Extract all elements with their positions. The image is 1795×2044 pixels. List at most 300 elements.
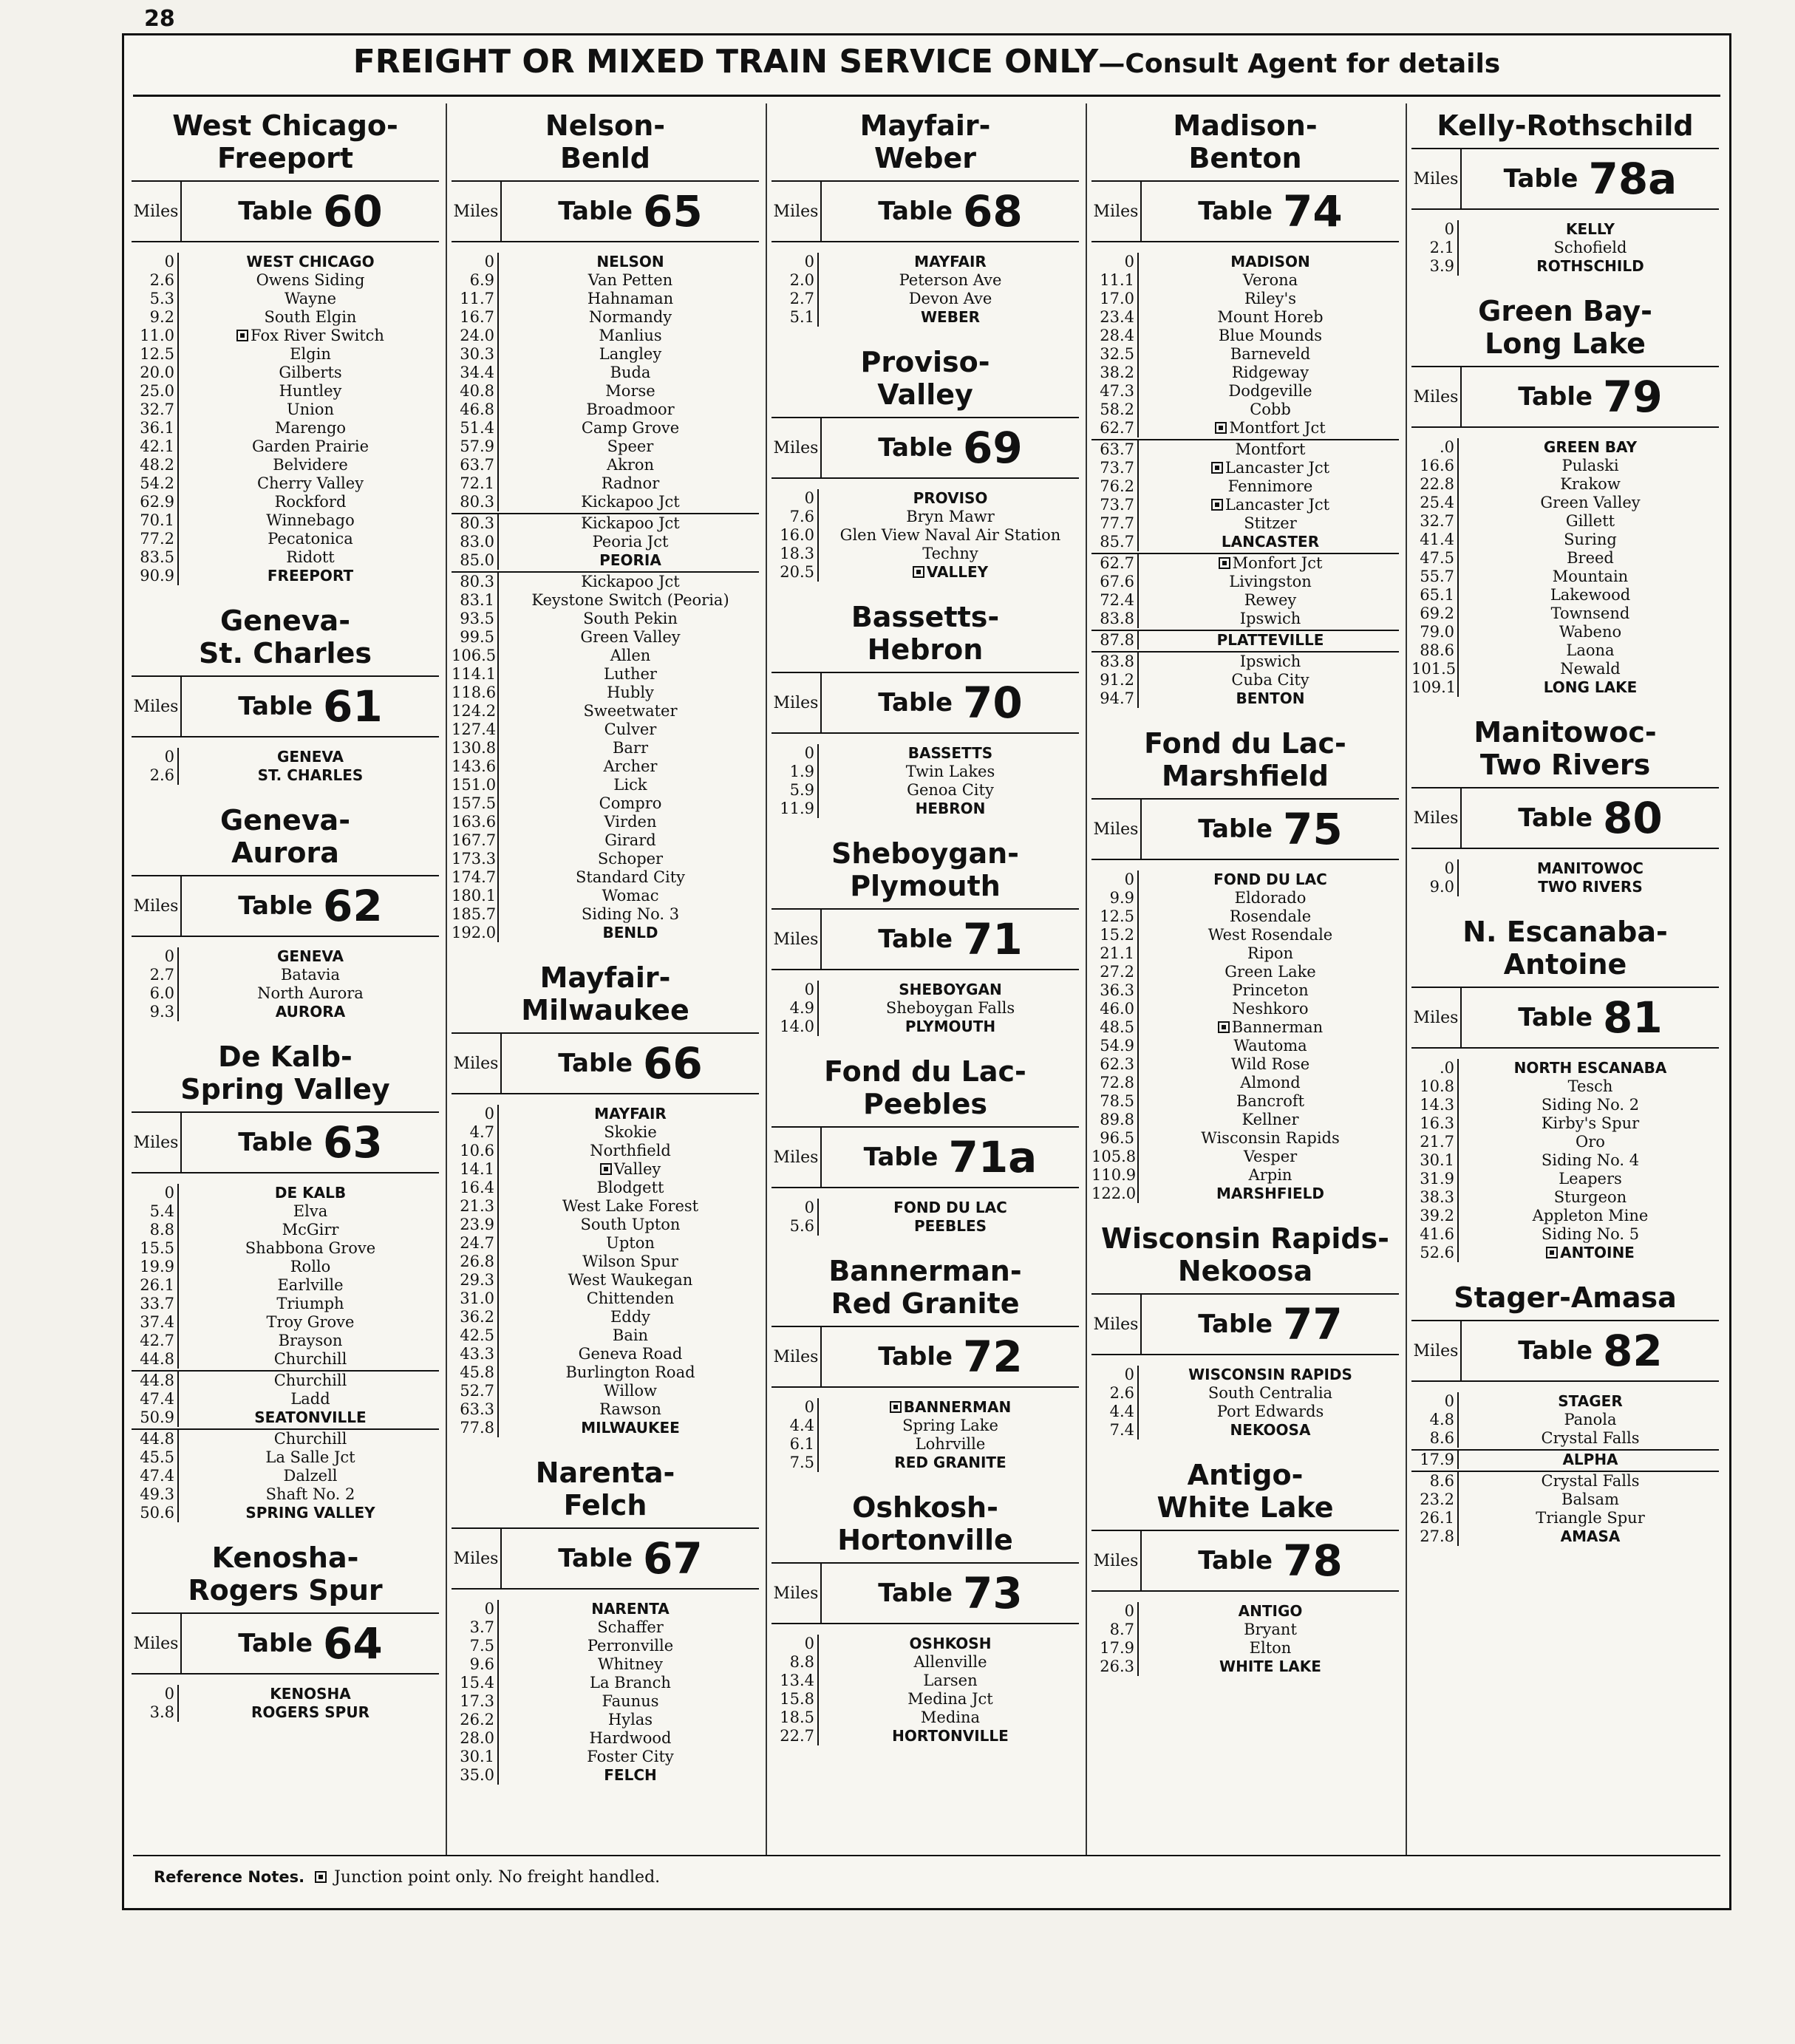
miles-value: 77.2 [132,530,179,548]
timetable-table [772,1485,1079,1745]
miles-value: 41.4 [1411,531,1459,549]
miles-value: 2.1 [1411,239,1459,257]
miles-value: 73.7 [1091,459,1139,477]
miles-value: 106.5 [452,647,499,665]
station-row [132,1276,439,1295]
station-name: Oro [1576,1133,1605,1151]
station-cell [1139,554,1399,573]
miles-value: 45.5 [132,1448,179,1467]
station-cell [1459,1411,1719,1429]
station-row [452,474,759,493]
station-name: West Waukegan [568,1271,693,1289]
station-name: Bryn Mawr [906,508,995,525]
station-name: Crystal Falls [1541,1472,1640,1490]
station-name: Ipswich [1239,653,1301,670]
station-row [1091,610,1399,628]
station-name: Brayson [278,1332,343,1349]
miles-value: 32.7 [132,401,179,419]
station-list [1411,1049,1719,1262]
miles-value: 0 [772,744,819,763]
station-name: Virden [604,813,657,831]
station-row [452,1363,759,1382]
miles-value: 62.7 [1091,419,1139,437]
miles-value: 16.3 [1411,1114,1459,1133]
station-name: Northfield [590,1142,671,1159]
station-cell [499,1123,759,1142]
station-cell [1459,1170,1719,1188]
miles-value: 94.7 [1091,689,1139,708]
station-name: Wabeno [1559,623,1622,641]
station-row [132,1408,439,1427]
miles-value: 85.0 [452,551,499,570]
station-cell [819,744,1079,763]
station-row [772,1435,1079,1454]
station-cell [499,905,759,924]
station-list [132,737,439,785]
station-name: Glen View Naval Air Station [839,526,1061,544]
station-name: Wayne [284,290,337,307]
miles-header: Miles [1091,1531,1142,1590]
miles-value: 8.8 [772,1653,819,1672]
station-name: Techny [922,545,978,562]
miles-header: Miles [452,1529,502,1588]
station-cell [499,253,759,271]
route-title-line: Madison- [1173,109,1318,142]
station-cell [499,850,759,868]
station-cell [1139,1092,1399,1111]
station-name: Rosendale [1229,907,1312,925]
station-row [1091,1148,1399,1166]
station-name: Bryant [1244,1621,1297,1638]
junction-icon [1211,462,1223,474]
station-cell [499,1160,759,1179]
table-word: Table [878,1578,953,1608]
table-number-header [182,677,439,736]
station-name: STAGER [1558,1392,1623,1410]
station-row [1091,944,1399,963]
station-cell [1139,1384,1399,1403]
station-name: NARENTA [591,1600,670,1618]
station-cell [1459,1244,1719,1262]
station-row [1411,660,1719,678]
station-cell [1139,1018,1399,1037]
station-row [132,1313,439,1332]
table-number: 64 [323,1618,383,1669]
miles-value: 51.4 [452,419,499,437]
station-name: MILWAUKEE [581,1419,680,1437]
station-cell [499,573,759,591]
station-list [1411,210,1719,276]
timetable-table [132,798,439,1021]
timetable-table [1091,721,1399,1203]
miles-value: 3.7 [452,1618,499,1637]
table-number: 67 [643,1533,703,1584]
miles-value: 99.5 [452,628,499,647]
miles-value: 36.2 [452,1308,499,1326]
station-list [452,242,759,942]
station-row [1091,1366,1399,1384]
station-list [132,937,439,1021]
station-name: Kirby's Spur [1541,1114,1640,1132]
table-number-header [1142,1531,1399,1590]
station-row [132,1428,439,1448]
miles-value: 7.5 [452,1637,499,1655]
miles-value: 63.7 [1091,440,1139,459]
station-cell [179,437,439,456]
miles-value: 83.0 [452,533,499,551]
station-cell [499,610,759,628]
miles-value: 44.8 [132,1350,179,1369]
table-header [772,1564,1079,1624]
station-name: Dodgeville [1228,382,1312,400]
station-name: Neshkoro [1232,1000,1309,1018]
table-number: 60 [323,186,383,236]
station-name: ST. CHARLES [257,766,364,784]
station-row [452,308,759,327]
station-cell [1139,1621,1399,1639]
route-title-line: Peebles [862,1088,987,1120]
table-header [132,677,439,737]
station-row [132,1504,439,1522]
station-name: Chittenden [586,1290,675,1307]
miles-value: 77.7 [1091,514,1139,533]
station-name: Monfort Jct [1232,554,1323,572]
station-cell [819,1690,1079,1709]
table-number-header [502,1529,759,1588]
station-name: Standard City [575,868,686,886]
station-cell [179,364,439,382]
miles-value: 17.9 [1091,1639,1139,1658]
station-cell [1459,220,1719,239]
station-cell [179,1408,439,1427]
miles-value: 44.8 [132,1372,179,1390]
timetable-column [772,103,1079,1759]
station-cell [499,831,759,850]
station-cell [819,526,1079,545]
station-name: Mount Horeb [1217,308,1324,326]
miles-value: 89.8 [1091,1111,1139,1129]
page-number: 28 [144,6,175,32]
miles-value: 38.2 [1091,364,1139,382]
station-row [132,290,439,308]
table-number-header [822,1564,1079,1623]
station-cell [1139,514,1399,533]
station-row [1091,907,1399,926]
miles-header: Miles [772,418,822,477]
miles-value: 50.6 [132,1504,179,1522]
table-number-header [822,1128,1079,1187]
route-title-line: Benld [559,142,650,174]
miles-value: 17.0 [1091,290,1139,308]
station-row [132,530,439,548]
station-name: Compro [599,794,662,812]
station-row [452,1105,759,1123]
station-name: Ridott [286,548,335,566]
route-title-line: Proviso- [860,346,990,378]
miles-value: 37.4 [132,1313,179,1332]
station-cell [499,1216,759,1234]
miles-value: 48.2 [132,456,179,474]
station-name: AURORA [275,1003,346,1021]
miles-value: 25.0 [132,382,179,401]
table-number-header [822,182,1079,241]
table-number: 77 [1283,1299,1343,1349]
miles-value: 0 [772,981,819,999]
table-number-header [1462,988,1719,1047]
station-name: Churchill [273,1430,347,1448]
junction-icon [1546,1247,1558,1258]
route-title-line: Mayfair- [859,109,991,142]
station-row [1411,568,1719,586]
miles-value: 93.5 [452,610,499,628]
route-title-line: Hebron [867,633,984,666]
station-name: NORTH ESCANABA [1513,1059,1667,1077]
station-cell [1459,512,1719,531]
station-row [132,419,439,437]
station-cell [499,1637,759,1655]
table-number-header [822,1327,1079,1386]
table-header [1411,788,1719,849]
station-row [772,1199,1079,1217]
station-name: Fox River Switch [251,327,384,344]
station-cell [1459,641,1719,660]
miles-value: 4.4 [772,1417,819,1435]
miles-header: Miles [1091,1295,1142,1354]
station-cell [1139,345,1399,364]
station-name: AMASA [1560,1527,1621,1545]
table-header [132,182,439,242]
table-word: Table [238,1128,313,1157]
station-cell [499,628,759,647]
station-row [1091,419,1399,437]
station-cell [1139,1129,1399,1148]
station-row [452,757,759,776]
station-cell [819,271,1079,290]
station-row [452,924,759,942]
station-row [1411,623,1719,641]
station-cell [1139,1421,1399,1440]
station-cell [1139,1658,1399,1676]
station-cell [819,545,1079,563]
station-name: Womac [602,887,659,905]
station-row [132,1448,439,1467]
miles-value: 0 [1411,1392,1459,1411]
station-cell [1139,364,1399,382]
station-row [452,1748,759,1766]
station-name: Winnebago [266,511,355,529]
timetable-table [772,1249,1079,1472]
station-name: Girard [604,831,656,849]
route-title [772,1485,1079,1564]
station-cell [179,530,439,548]
route-title [452,1451,759,1529]
station-row [452,850,759,868]
station-name: Green Valley [1540,494,1641,511]
station-cell [1139,871,1399,889]
station-cell [179,1221,439,1239]
miles-value: 28.0 [452,1729,499,1748]
station-name: Hubly [607,684,654,701]
station-name: Hylas [607,1711,653,1728]
station-row [1411,239,1719,257]
miles-header: Miles [772,910,822,969]
station-cell [179,1202,439,1221]
station-name: Foster City [587,1748,674,1765]
miles-value: 0 [452,1600,499,1618]
miles-value: 39.2 [1411,1207,1459,1225]
station-row [132,253,439,271]
station-cell [179,1239,439,1258]
timetable-table [1091,1216,1399,1440]
station-list [1091,860,1399,1203]
timetable-table [1411,289,1719,697]
station-row [452,1655,759,1674]
station-cell [179,253,439,271]
miles-value: 9.2 [132,308,179,327]
station-name: Medina [920,1709,981,1726]
station-cell [499,813,759,831]
miles-value: 0 [1091,871,1139,889]
miles-value: 19.9 [132,1258,179,1276]
miles-value: 7.5 [772,1454,819,1472]
miles-value: 0 [1411,220,1459,239]
station-row [452,1345,759,1363]
miles-value: 36.1 [132,419,179,437]
station-cell [819,1653,1079,1672]
station-name: Laona [1566,641,1615,659]
station-row [452,628,759,647]
station-cell [179,1003,439,1021]
station-row [772,308,1079,327]
station-name: Rollo [290,1258,331,1275]
station-name: Breed [1567,549,1614,567]
miles-value: 14.3 [1411,1096,1459,1114]
station-list [1411,849,1719,896]
station-list [772,479,1079,582]
miles-header: Miles [132,677,182,736]
station-row [452,868,759,887]
station-name: Vesper [1243,1148,1298,1165]
route-title-line: Freeport [217,142,354,174]
station-cell [179,1703,439,1722]
station-name: PLATTEVILLE [1216,631,1324,649]
station-row [452,1382,759,1400]
station-cell [819,1635,1079,1653]
table-number: 70 [963,678,1023,728]
miles-value: 83.5 [132,548,179,567]
miles-value: 72.8 [1091,1074,1139,1092]
miles-value: 0 [132,1685,179,1703]
table-number-header [182,876,439,936]
station-cell [1139,419,1399,437]
station-cell [499,1271,759,1290]
station-row [452,813,759,831]
miles-value: 85.7 [1091,533,1139,551]
station-cell [499,327,759,345]
route-title-line: Weber [873,142,977,174]
station-row [452,1766,759,1785]
station-name: Belvidere [273,456,348,474]
station-cell [499,1748,759,1766]
station-row [132,493,439,511]
miles-value: 14.0 [772,1018,819,1036]
station-row [1411,678,1719,697]
route-title-line: Hortonville [837,1524,1013,1556]
miles-value: 52.7 [452,1382,499,1400]
miles-header: Miles [772,673,822,732]
route-title [1411,710,1719,788]
station-row [772,800,1079,818]
table-number-header [182,182,439,241]
station-cell [1139,1148,1399,1166]
station-row [1091,1185,1399,1203]
station-cell [179,1685,439,1703]
miles-value: 27.2 [1091,963,1139,981]
table-header [1411,988,1719,1049]
station-cell [499,1105,759,1123]
station-cell [1459,604,1719,623]
miles-value: 80.3 [452,573,499,591]
station-cell [1139,1403,1399,1421]
station-name: PEEBLES [913,1217,987,1235]
station-row [1091,401,1399,419]
station-row [1411,1170,1719,1188]
miles-value: 16.7 [452,308,499,327]
route-title-line: Milwaukee [521,994,689,1026]
station-row [132,984,439,1003]
station-row [1091,382,1399,401]
station-cell [499,1729,759,1748]
station-name: Faunus [602,1692,659,1710]
station-row [1411,512,1719,531]
miles-value: 20.5 [772,563,819,582]
station-cell [499,776,759,794]
station-cell [499,401,759,419]
title-main: FREIGHT OR MIXED TRAIN SERVICE ONLY [352,43,1099,81]
table-number: 69 [963,423,1023,473]
table-word: Table [1503,164,1578,194]
station-name: Siding No. 3 [581,905,680,923]
station-cell [499,1345,759,1363]
station-name: Eldorado [1234,889,1307,907]
table-header [1091,1531,1399,1592]
station-cell [499,456,759,474]
miles-value: 11.7 [452,290,499,308]
station-name: North Aurora [257,984,364,1002]
station-cell [1459,660,1719,678]
station-row [132,1221,439,1239]
table-number-header [1142,182,1399,241]
station-name: WEBER [920,308,981,326]
station-name: Upton [606,1234,655,1252]
station-name: Peoria Jct [592,533,669,551]
station-cell [499,474,759,493]
miles-value: 47.4 [132,1390,179,1408]
station-name: MAYFAIR [914,253,987,270]
miles-value: 34.4 [452,364,499,382]
station-cell [1459,1077,1719,1096]
miles-value: 8.6 [1411,1429,1459,1448]
station-cell [1459,1133,1719,1151]
station-name: Owens Siding [256,271,365,289]
station-row [772,1690,1079,1709]
station-name: West Rosendale [1208,926,1333,944]
station-cell [1139,689,1399,708]
station-name: FOND DU LAC [1213,871,1327,888]
route-title [1091,1216,1399,1295]
station-name: Garden Prairie [252,437,369,455]
station-cell [1139,271,1399,290]
